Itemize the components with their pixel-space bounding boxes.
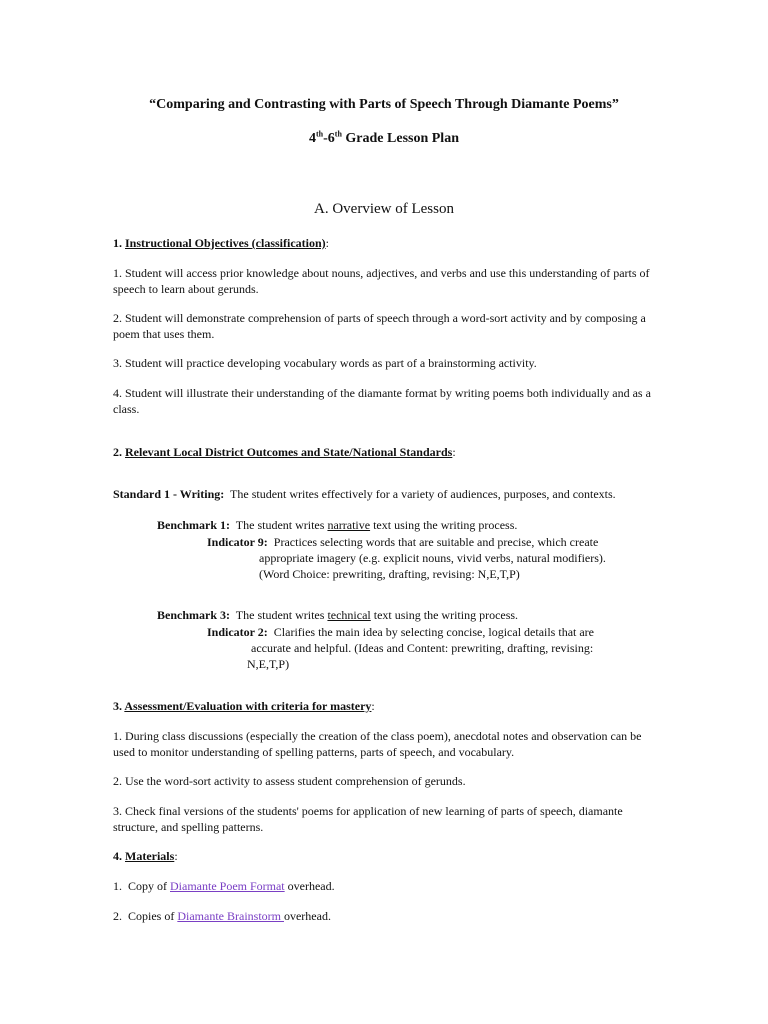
heading-text: Materials xyxy=(125,849,175,863)
objective-item: 3. Student will practice developing vocabulary words as part of a brainstorming activity. xyxy=(113,356,537,370)
grade-dash: -6 xyxy=(323,131,335,146)
material-item xyxy=(113,908,653,924)
heading-instructional-objectives xyxy=(113,235,653,251)
benchmark-text: The student writes xyxy=(230,608,328,622)
grade-end-suffix: th xyxy=(334,129,342,139)
heading-number: 2. xyxy=(113,445,125,459)
document-title: “Comparing and Contrasting with Parts of Speech Through Diamante Poems” xyxy=(149,97,619,112)
heading-text: Relevant Local District Outcomes and State/National Standards xyxy=(125,445,453,459)
benchmark-text: text using the writing process. xyxy=(370,608,519,622)
benchmark-3 xyxy=(157,607,637,623)
benchmark-text: The student writes xyxy=(230,518,328,532)
heading-colon: : xyxy=(325,236,329,250)
standard-text: The student writes effectively for a variety of audiences, purposes, and contexts. xyxy=(224,487,616,501)
document-subtitle xyxy=(0,131,768,147)
benchmark-keyword: narrative xyxy=(327,518,371,532)
heading-colon: : xyxy=(174,849,178,863)
section-heading-overview: A. Overview of Lesson xyxy=(314,201,454,217)
grade-start: 4 xyxy=(309,131,316,146)
standard-line xyxy=(113,486,673,502)
indicator-text: Clarifies the main idea by selecting concise, logical details that are xyxy=(267,625,594,639)
diamante-brainstorm-link[interactable]: Diamante Brainstorm xyxy=(177,909,284,923)
heading-assessment xyxy=(113,698,653,714)
benchmark-label: Benchmark 1: xyxy=(157,518,230,532)
heading-materials xyxy=(113,848,653,864)
indicator-text: (Word Choice: prewriting, drafting, revising: N,E,T,P) xyxy=(259,567,520,581)
indicator-text: accurate and helpful. (Ideas and Content: prewriting, drafting, revising: xyxy=(251,641,594,655)
assessment-item: 2. Use the word-sort activity to assess student comprehension of gerunds. xyxy=(113,774,466,788)
heading-text: Instructional Objectives (classification) xyxy=(125,236,326,250)
heading-number: 4. xyxy=(113,849,125,863)
material-text: overhead. xyxy=(283,909,331,923)
material-text: 1. Copy of xyxy=(113,879,170,893)
indicator-9 xyxy=(207,534,627,582)
material-item xyxy=(113,878,653,894)
heading-number: 1. xyxy=(113,236,125,250)
indicator-text: N,E,T,P) xyxy=(247,657,290,671)
heading-colon: : xyxy=(371,699,375,713)
subtitle-rest: Grade Lesson Plan xyxy=(341,131,459,146)
benchmark-keyword: technical xyxy=(327,608,371,622)
benchmark-1 xyxy=(157,517,637,533)
material-text: 2. Copies of xyxy=(113,909,178,923)
material-text: overhead. xyxy=(284,879,335,893)
indicator-text: appropriate imagery (e.g. explicit nouns, vivid verbs, natural modifiers). xyxy=(259,551,606,565)
grade-start-suffix: th xyxy=(316,129,324,139)
objective-item: 1. Student will access prior knowledge about nouns, adjectives, and verbs and use this understanding of parts of speech to learn about gerunds. xyxy=(113,266,650,296)
heading-number: 3. xyxy=(113,699,125,713)
benchmark-text: text using the writing process. xyxy=(370,518,518,532)
standard-label: Standard 1 - Writing: xyxy=(113,487,225,501)
heading-text: Assessment/Evaluation with criteria for mastery xyxy=(124,699,372,713)
indicator-label: Indicator 2: xyxy=(207,625,268,639)
assessment-item: 3. Check final versions of the students' poems for application of new learning of parts of speech, diamante structure, and spelling patterns. xyxy=(113,804,623,834)
indicator-text: Practices selecting words that are suitable and precise, which create xyxy=(267,535,599,549)
indicator-2 xyxy=(207,624,627,672)
diamante-poem-format-link[interactable]: Diamante Poem Format xyxy=(170,879,285,893)
objective-item: 4. Student will illustrate their understanding of the diamante format by writing poems both individually and as a class. xyxy=(113,386,651,416)
assessment-item: 1. During class discussions (especially the creation of the class poem), anecdotal notes and observation can be used to monitor understanding of spelling patterns, parts of speech, and vocabulary. xyxy=(113,729,642,759)
objective-item: 2. Student will demonstrate comprehension of parts of speech through a word-sort activity and by composing a poem that uses them. xyxy=(113,311,646,341)
indicator-label: Indicator 9: xyxy=(207,535,268,549)
benchmark-label: Benchmark 3: xyxy=(157,608,230,622)
heading-standards xyxy=(113,444,653,460)
heading-colon: : xyxy=(452,445,456,459)
